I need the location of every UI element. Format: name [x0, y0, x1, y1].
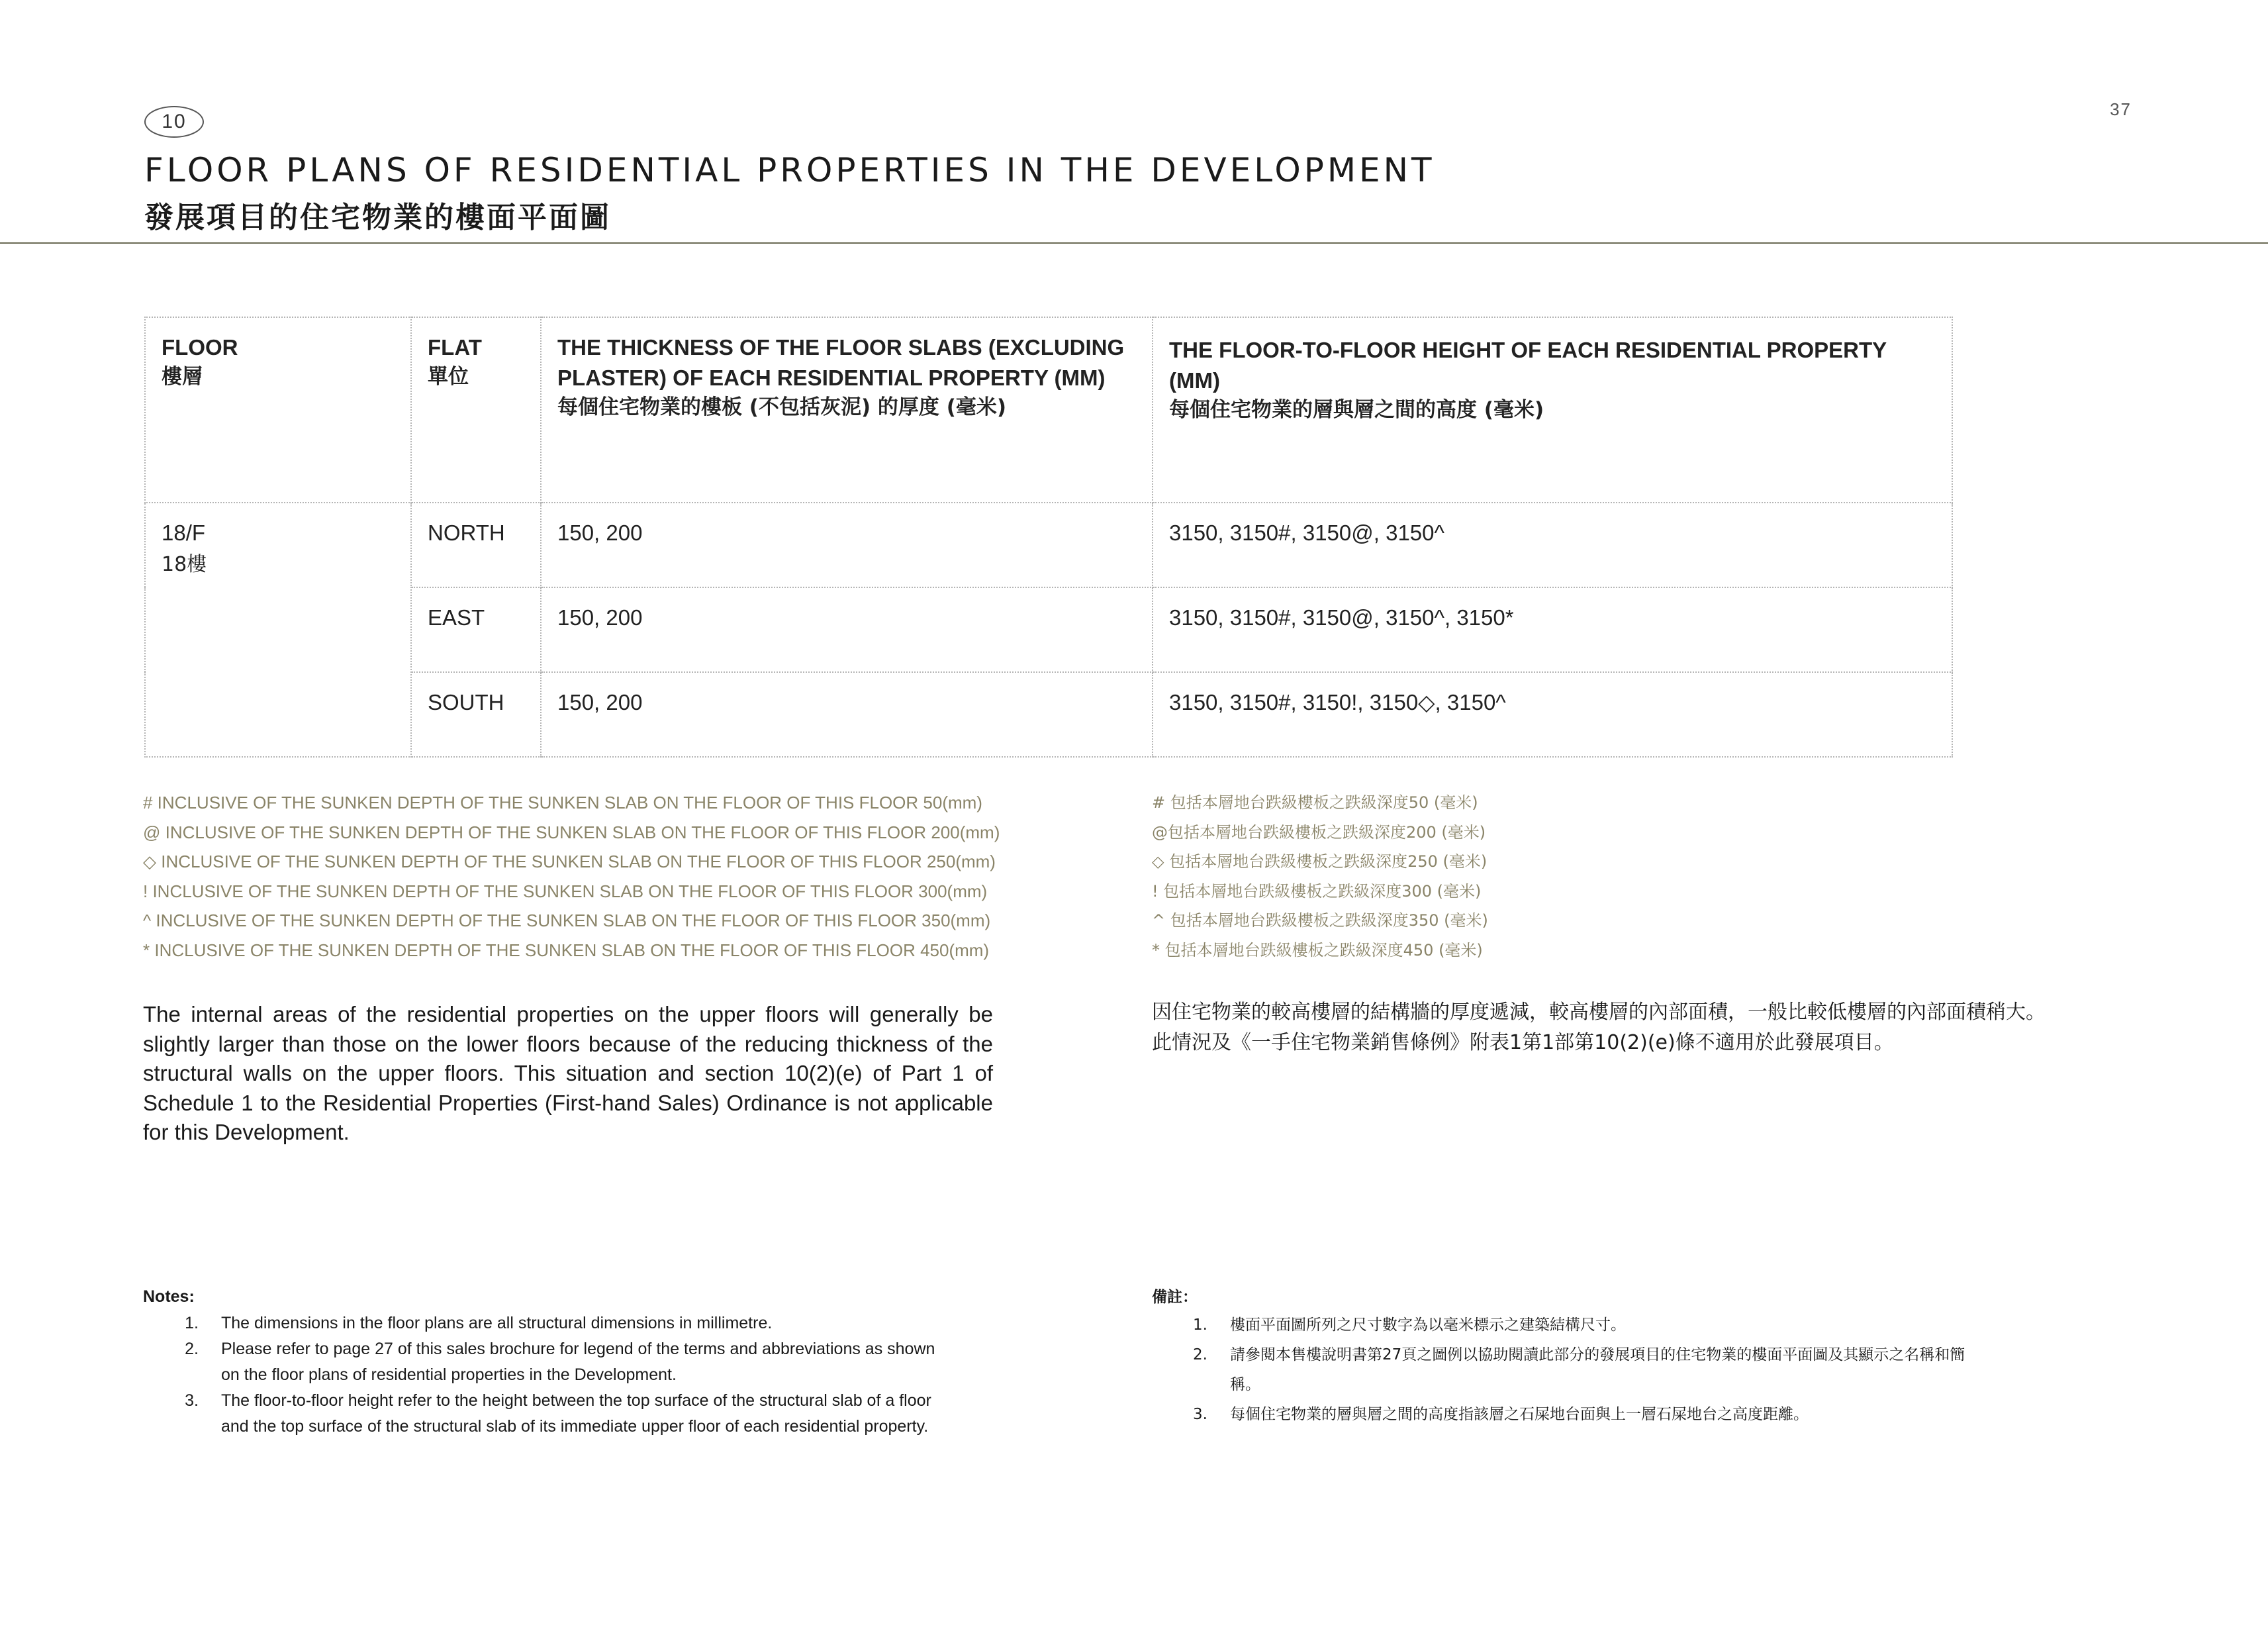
- legend-zh: [1152, 788, 2012, 965]
- internal-area-paragraph-en: The internal areas of the residential properties on the upper floors will generally be slightly larger than those on the lower floors because of the reducing thickness of the structural walls on the upper floors. This situation and section 10(2)(e) of Part 1 of Schedule 1 to the Residential Properties (First-hand Sales) Ordinance is not applicable for this Development.: [143, 1002, 993, 1144]
- page-title-en: FLOOR PLANS OF RESIDENTIAL PROPERTIES IN THE DEVELOPMENT: [144, 151, 1435, 189]
- floor-cell: 18/F 18樓: [145, 503, 411, 757]
- thickness-cell: 150, 200: [541, 672, 1153, 757]
- table-row: [145, 587, 1952, 672]
- flat-cell: EAST: [411, 587, 541, 672]
- note-item: 1. 樓面平面圖所列之尺寸數字為以毫米標示之建築結構尺寸。: [1193, 1316, 1626, 1334]
- header-thickness: THE THICKNESS OF THE FLOOR SLABS (EXCLUDING PLASTER) OF EACH RESIDENTIAL PROPERTY (MM) 每個住宅物業的樓板 (不包括灰泥) 的厚度 (毫米): [541, 317, 1153, 503]
- legend-item: ! 包括本層地台跌級樓板之跌級深度300 (毫米): [1152, 881, 1482, 901]
- legend-item: * INCLUSIVE OF THE SUNKEN DEPTH OF THE SUNKEN SLAB ON THE FLOOR OF THIS FLOOR 450(mm): [143, 940, 990, 960]
- legend-item: ◇ INCLUSIVE OF THE SUNKEN DEPTH OF THE SUNKEN SLAB ON THE FLOOR OF THIS FLOOR 250(mm): [143, 852, 996, 871]
- section-number-badge: [144, 106, 204, 138]
- paragraph-zh-line: 因住宅物業的較高樓層的結構牆的厚度遞減，較高樓層的內部面積，一般比較低樓層的內部面積稍大。: [1152, 1001, 2046, 1024]
- internal-area-paragraph-zh: [1152, 997, 2118, 1058]
- legend-item: * 包括本層地台跌級樓板之跌級深度450 (毫米): [1152, 940, 1483, 960]
- legend-item: ◇ 包括本層地台跌級樓板之跌級深度250 (毫米): [1152, 852, 1488, 871]
- floor-spec-table: [144, 317, 1953, 758]
- header-flat: FLAT 單位: [411, 317, 541, 503]
- table-row: [145, 503, 1952, 587]
- page-number: 37: [2110, 99, 2132, 119]
- height-cell: 3150, 3150#, 3150@, 3150^: [1153, 503, 1952, 587]
- header-divider: [0, 242, 2268, 244]
- thickness-cell: 150, 200: [541, 503, 1153, 587]
- note-item: 1. The dimensions in the floor plans are all structural dimensions in millimetre.: [185, 1314, 773, 1332]
- note-item: 2. Please refer to page 27 of this sales brochure for legend of the terms and abbreviations as shown on the floor plans of residential properties in the Development.: [185, 1340, 935, 1384]
- notes-title: Notes:: [143, 1287, 195, 1306]
- height-cell: 3150, 3150#, 3150!, 3150◇, 3150^: [1153, 672, 1952, 757]
- legend-en: [143, 788, 1083, 965]
- notes-title: 備註：: [1152, 1289, 1198, 1306]
- legend-item: # 包括本層地台跌級樓板之跌級深度50 (毫米): [1152, 793, 1478, 812]
- header-floor: FLOOR 樓層: [145, 317, 411, 503]
- legend-item: @包括本層地台跌級樓板之跌級深度200 (毫米): [1152, 822, 1486, 842]
- legend-item: ^ 包括本層地台跌級樓板之跌級深度350 (毫米): [1152, 911, 1488, 930]
- flat-cell: SOUTH: [411, 672, 541, 757]
- note-item: 3. The floor-to-floor height refer to the height between the top surface of the structural slab of a floor and the top surface of the structural slab of its immediate upper floor of each residential property.: [185, 1391, 931, 1436]
- table-header-row: [145, 317, 1952, 503]
- page-title-zh: 發展項目的住宅物業的樓面平面圖: [144, 201, 611, 234]
- thickness-cell: 150, 200: [541, 587, 1153, 672]
- height-cell: 3150, 3150#, 3150@, 3150^, 3150*: [1153, 587, 1952, 672]
- header-height: THE FLOOR-TO-FLOOR HEIGHT OF EACH RESIDENTIAL PROPERTY (MM) 每個住宅物業的層與層之間的高度 (毫米): [1153, 317, 1952, 503]
- note-item: 2. 請參閱本售樓說明書第27頁之圖例以協助閱讀此部分的發展項目的住宅物業的樓面平面圖及其顯示之名稱和簡稱。: [1193, 1346, 1965, 1393]
- notes-en: [143, 1287, 957, 1440]
- notes-zh: [1152, 1285, 1979, 1430]
- note-item: 3. 每個住宅物業的層與層之間的高度指該層之石屎地台面與上一層石屎地台之高度距離。: [1193, 1406, 1809, 1423]
- legend-item: # INCLUSIVE OF THE SUNKEN DEPTH OF THE SUNKEN SLAB ON THE FLOOR OF THIS FLOOR 50(mm): [143, 793, 982, 813]
- legend-item: @ INCLUSIVE OF THE SUNKEN DEPTH OF THE SUNKEN SLAB ON THE FLOOR OF THIS FLOOR 200(mm): [143, 822, 1000, 842]
- section-number: 10: [162, 111, 187, 132]
- table-row: [145, 672, 1952, 757]
- legend-item: ^ INCLUSIVE OF THE SUNKEN DEPTH OF THE SUNKEN SLAB ON THE FLOOR OF THIS FLOOR 350(mm): [143, 911, 991, 930]
- flat-cell: NORTH: [411, 503, 541, 587]
- paragraph-zh-line: 此情況及《一手住宅物業銷售條例》附表1第1部第10(2)(e)條不適用於此發展項目。: [1152, 1031, 1894, 1054]
- legend-item: ! INCLUSIVE OF THE SUNKEN DEPTH OF THE SUNKEN SLAB ON THE FLOOR OF THIS FLOOR 300(mm): [143, 881, 988, 901]
